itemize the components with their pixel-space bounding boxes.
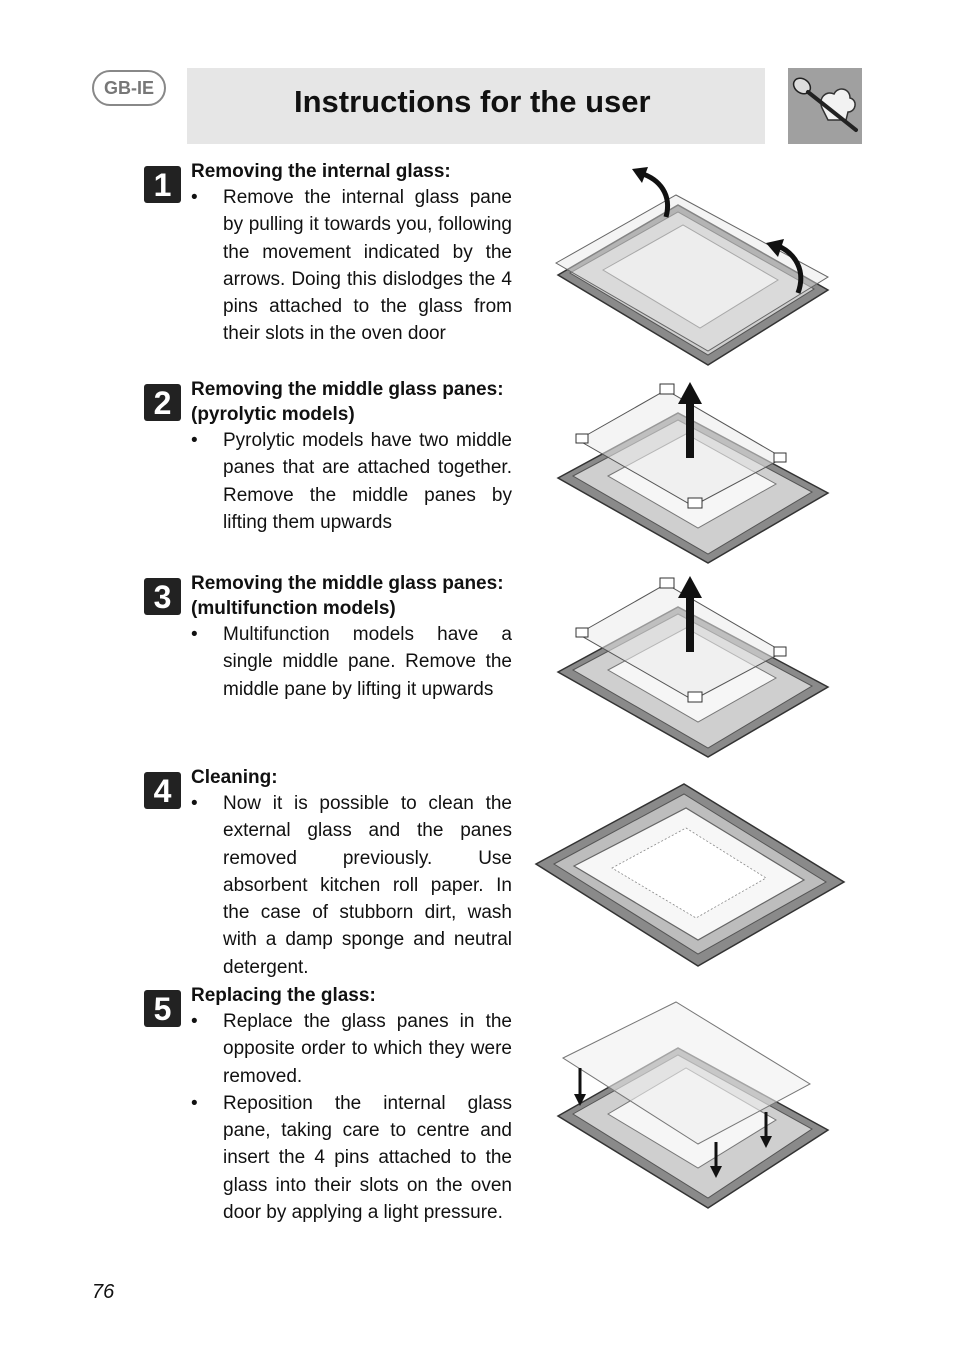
illustration-lift-middle-pane-multifunction [548,572,838,762]
illustration-remove-internal-glass [548,165,838,375]
step-2-bullet-1 [191,427,512,536]
step-2-heading: Removing the middle glass panes: [191,379,504,400]
step-4-number: 4 [144,772,181,809]
step-5-bullet-1-text: Replace the glass panes in the opposite order to which they were removed. [223,1011,512,1087]
step-3-bullet-1 [191,621,512,703]
step-3-text [191,571,512,703]
step-1-number: 1 [144,166,181,203]
step-3-heading: Removing the middle glass panes: [191,573,504,594]
step-5-text [191,983,512,1226]
page-title: Instructions for the user [294,84,651,119]
step-2-subheading: (pyrolytic models) [191,404,355,425]
step-3-number: 3 [144,578,181,615]
step-5-bullet-1 [191,1008,512,1090]
step-5-heading: Replacing the glass: [191,985,376,1006]
bullet-symbol: • [191,187,198,208]
step-3-subheading: (multifunction models) [191,598,396,619]
step-2-bullet-1-text: Pyrolytic models have two middle panes that are attached together. Remove the middle panes by lifting them upwards [223,430,512,533]
step-1-heading: Removing the internal glass: [191,161,451,182]
step-1-bullet-1 [191,184,512,348]
step-3-bullet-1-text: Multifunction models have a single middle pane. Remove the middle pane by lifting it upwards [223,624,512,700]
page-number: 76 [92,1281,115,1303]
bullet-symbol: • [191,1092,198,1114]
step-5-bullet-2-text: Reposition the internal glass pane, taking care to centre and insert the 4 pins attached to the glass into their slots on the oven door by applying a light pressure. [223,1092,512,1224]
bullet-symbol: • [191,793,198,814]
step-1-text [191,159,512,348]
step-2-text [191,377,512,536]
step-4-bullet-1 [191,790,512,981]
step-2-number: 2 [144,384,181,421]
step-5-bullet-2 [191,1090,512,1226]
bullet-symbol: • [191,624,198,645]
step-4-bullet-1-text: Now it is possible to clean the external glass and the panes removed previously. Use absorbent kitchen roll paper. In the case of stubborn dirt, wash with a damp sponge and neutral detergent. [223,793,512,978]
step-4-text [191,765,512,981]
illustration-lift-middle-panes-pyrolytic [548,378,838,568]
step-1-bullet-1-text: Remove the internal glass pane by pulling it towards you, following the movement indicated by the arrows. Doing this dislodges the 4 pins attached to the glass from their slots in the oven door [223,187,512,345]
bullet-symbol: • [191,1011,198,1032]
region-badge: GB-IE [92,70,166,106]
step-5-number: 5 [144,990,181,1027]
step-4-heading: Cleaning: [191,767,278,788]
illustration-cleaning-door [534,782,846,968]
bullet-symbol: • [191,430,198,451]
illustration-replace-glass [548,998,838,1216]
chef-spoon-icon [788,68,862,144]
